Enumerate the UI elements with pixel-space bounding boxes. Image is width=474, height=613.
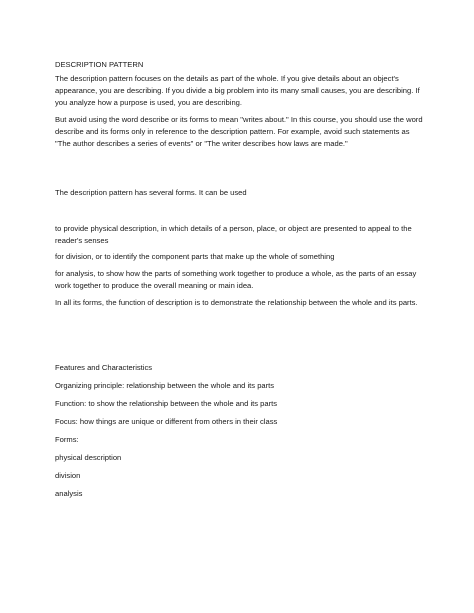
paragraph-forms-intro: The description pattern has several forms. It can be used (55, 188, 247, 197)
paragraph-intro: The description pattern focuses on the details as part of the whole. If you give details about an object's appearance, you are describing. If you divide a big problem into its many small causes, you are describing. If you analyze how a purpose is used, you are describing. (55, 74, 420, 108)
features-heading: Features and Characteristics (55, 363, 153, 372)
feature-organizing-principle: Organizing principle: relationship between the whole and its parts (55, 381, 275, 390)
paragraph-analysis: for analysis, to show how the parts of something work together to produce a whole, as the parts of an essay work together to produce the overall meaning or main idea. (55, 269, 417, 291)
feature-form-analysis: analysis (55, 489, 83, 498)
paragraph-division: for division, or to identify the component parts that make up the whole of something (55, 252, 335, 261)
feature-focus: Focus: how things are unique or different from others in their class (55, 417, 278, 426)
paragraph-physical-description: to provide physical description, in which details of a person, place, or object are presented to appeal to the reader's senses (55, 224, 412, 246)
feature-function: Function: to show the relationship between the whole and its parts (55, 399, 278, 408)
paragraph-function: In all its forms, the function of description is to demonstrate the relationship between the whole and its parts. (55, 298, 418, 307)
feature-form-physical-description: physical description (55, 453, 122, 462)
document-title: DESCRIPTION PATTERN (55, 60, 144, 69)
paragraph-avoid-describe: But avoid using the word describe or its forms to mean "writes about." In this course, you should use the word describe and its forms only in reference to the description pattern. For example, avoid such statements as "The author describes a series of events" or "The writer describes how laws are made." (55, 115, 423, 149)
feature-forms-label: Forms: (55, 435, 79, 444)
feature-form-division: division (55, 471, 81, 480)
